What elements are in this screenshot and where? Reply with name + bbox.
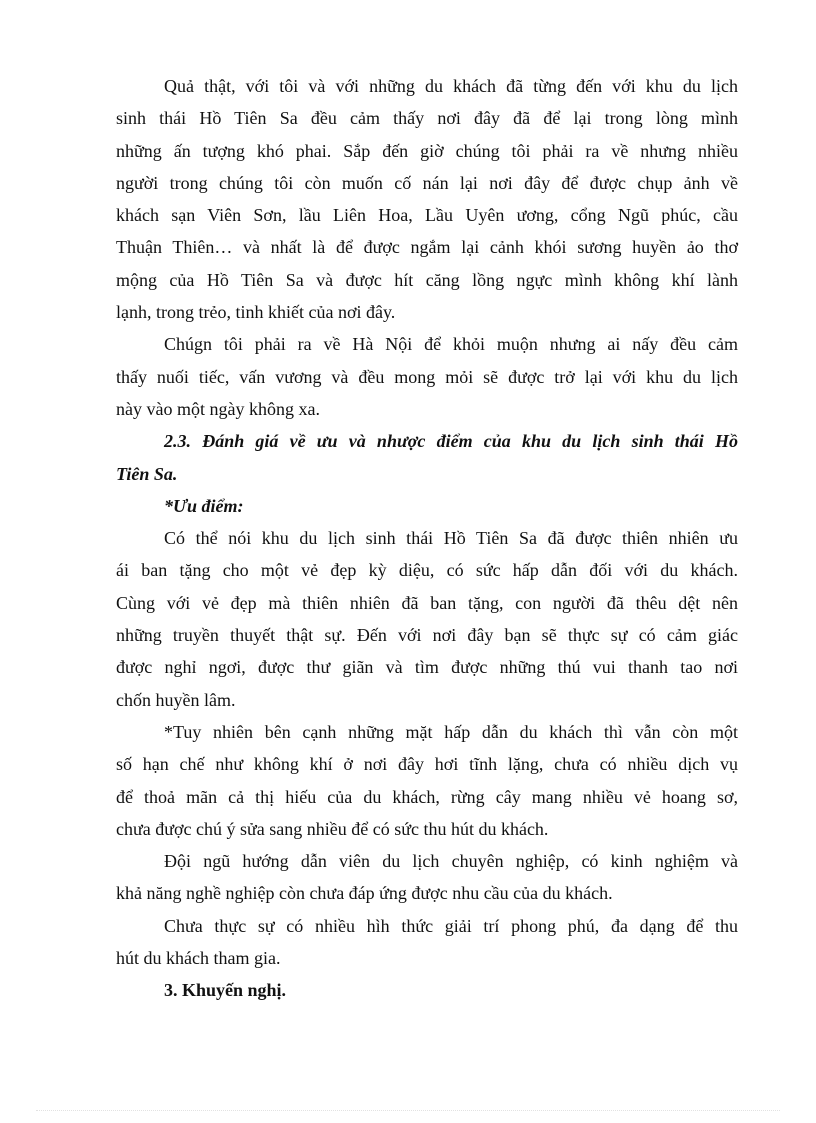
paragraph-guides [116,845,738,910]
text-line: Thuận Thiên… và nhất là để được ngắm lại cảnh khói sương huyền ảo thơ [116,237,738,258]
text-line: hút du khách tham gia. [116,948,281,969]
text-line: để thoả mãn cả thị hiếu của du khách, rừng cây mang nhiều vẻ hoang sơ, [116,786,738,807]
document-page [116,70,738,1007]
text-line: được nghỉ ngơi, được thư giãn và tìm được những thú vui thanh tao nơi [116,657,738,678]
text-line: sinh thái Hồ Tiên Sa đều cảm thấy nơi đây đã để lại trong lòng mình [116,108,738,129]
text-line: mộng của Hồ Tiên Sa và được hít căng lồng ngực mình không khí lành [116,269,738,290]
heading-line: Tiên Sa. [116,463,178,484]
paragraph-visit-memories [116,70,738,328]
text-line: *Tuy nhiên bên cạnh những mặt hấp dẫn du khách thì vẫn còn một [164,721,738,742]
text-line: Chúgn tôi phải ra về Hà Nội để khỏi muộn nhưng ai nấy đều cảm [164,334,738,355]
text-line: số hạn chế như không khí ở nơi đây hơi tĩnh lặng, chưa có nhiều dịch vụ [116,754,738,775]
text-line: thấy nuối tiếc, vấn vương và đều mong mỏi sẽ được trở lại với khu du lịch [116,366,738,387]
text-line: này vào một ngày không xa. [116,398,320,419]
text-line: Chưa thực sự có nhiều hìh thức giải trí phong phú, đa dạng để thu [164,915,738,936]
paragraph-entertainment [116,910,738,975]
text-line: Quả thật, với tôi và với những du khách đã từng đến với khu du lịch [164,76,738,96]
paragraph-limitations [116,716,738,845]
paragraph-return-hanoi [116,328,738,425]
text-line: ái ban tặng cho một vẻ đẹp kỳ diệu, có sức hấp dẫn đối với du khách. [116,560,738,581]
page-bottom-divider [36,1110,780,1111]
text-line: những truyền thuyết thật sự. Đến với nơi đây bạn sẽ thực sự có cảm giác [116,625,738,646]
text-line: khách sạn Viên Sơn, lầu Liên Hoa, Lầu Uyên ương, cổng Ngũ phúc, cầu [116,205,738,226]
section-heading-3 [116,974,738,1006]
heading-line: 3. Khuyến nghị. [164,980,287,1001]
text-line: khả năng nghề nghiệp còn chưa đáp ứng được nhu cầu của du khách. [116,883,613,904]
text-line: lạnh, trong trẻo, tinh khiết của nơi đây. [116,302,396,323]
text-line: chốn huyền lâm. [116,689,236,710]
paragraph-advantages [116,522,738,716]
text-line: Cùng với vẻ đẹp mà thiên nhiên đã ban tặng, con người đã thêu dệt nên [116,592,738,613]
text-line: Có thể nói khu du lịch sinh thái Hồ Tiên Sa đã được thiên nhiên ưu [164,528,738,549]
section-heading-2-3 [116,425,738,490]
text-line: Đội ngũ hướng dẫn viên du lịch chuyên nghiệp, có kinh nghiệm và [164,851,738,872]
text-line: người trong chúng tôi còn muốn cố nán lại nơi đây để được chụp ảnh về [116,172,738,193]
heading-line: 2.3. Đánh giá về ưu và nhược điểm của khu du lịch sinh thái Hồ [164,431,738,452]
text-line: những ấn tượng khó phai. Sắp đến giờ chúng tôi phải ra về nhưng nhiều [116,140,738,161]
subheading-advantages [116,490,738,522]
text-line: chưa được chú ý sửa sang nhiều để có sức thu hút du khách. [116,818,549,839]
subheading-line: *Ưu điểm: [164,495,244,516]
